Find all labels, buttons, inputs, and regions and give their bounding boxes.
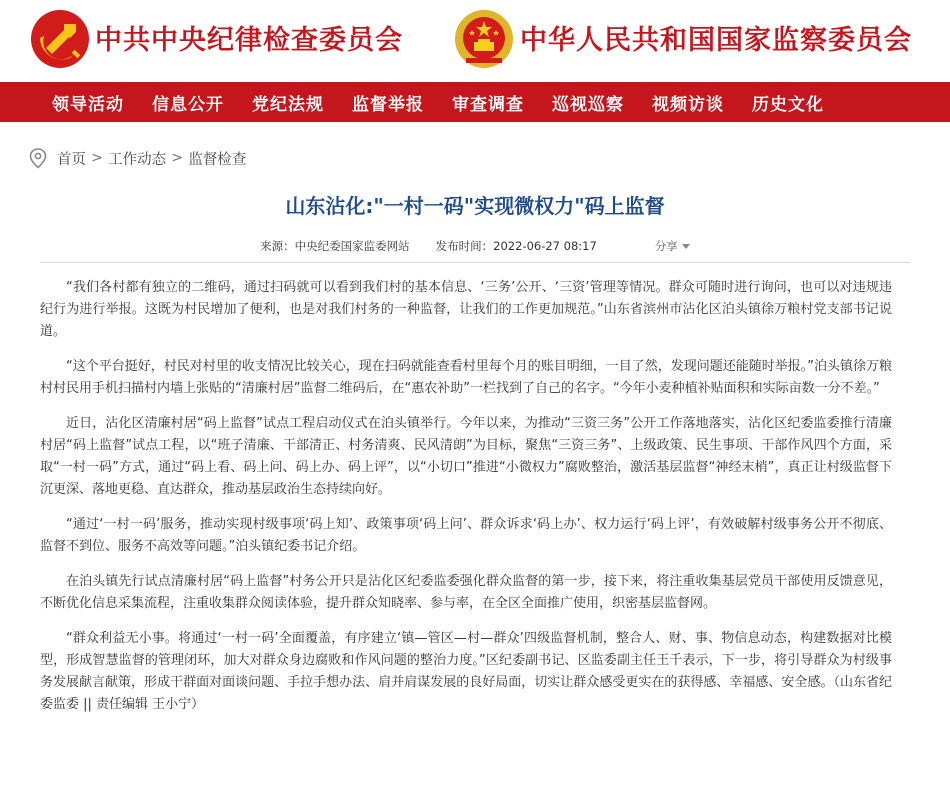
article-paragraph: 在泊头镇先行试点清廉村居“码上监督”村务公开只是沾化区纪委监委强化群众监督的第一步，接下来，将注重收集基层党员干部使用反馈意见，不断优化信息采集流程，注重收集群众阅读体验，提升群众知晓率、参与率，在全区全面推广使用，织密基层监督网。 [40, 574, 892, 611]
main-nav [0, 82, 950, 122]
share-button[interactable] [655, 238, 690, 254]
breadcrumb-work-news[interactable]: 工作动态 [108, 151, 167, 168]
nav-item-history[interactable]: 历史文化 [752, 94, 824, 115]
article-meta [0, 238, 950, 254]
article-title: 山东沾化:"一村一码"实现微权力"码上监督 [285, 194, 665, 218]
site-header [0, 0, 950, 82]
party-emblem-icon [28, 8, 92, 70]
share-label: 分享 [654, 239, 678, 253]
nav-item-report[interactable]: 监督举报 [352, 94, 424, 115]
breadcrumb-separator: > [171, 150, 184, 166]
nav-item-leadership[interactable]: 领导活动 [52, 94, 124, 115]
nav-item-info[interactable]: 信息公开 [152, 94, 224, 115]
article-paragraph: “我们各村都有独立的二维码，通过扫码就可以看到我们村的基本信息、‘三务’公开、‘三资’管理等情况。群众可随时进行询问，也可以对违规违纪行为进行举报。这既为村民增加了便利，也是对我们村务的一种监督，让我们的工作更加规范。”山东省滨州市沾化区泊头镇徐万粮村党支部书记说道。 [40, 280, 892, 339]
national-emblem-icon [452, 8, 516, 70]
article-paragraph: “群众利益无小事。将通过‘一村一码’全面覆盖，有序建立‘镇—管区—村—群众’四级监督机制，整合人、财、事、物信息动态，构建数据对比模型，形成智慧监督的管理闭环，加大对群众身边腐败和作风问题的整治力度。”区纪委副书记、区监委副主任王千表示，下一步，将引导群众为村级事务发展献言献策，形成干群面对面谈问题、手拉手想办法、肩并肩谋发展的良好局面，切实让群众感受更实在的获得感、幸福感、安全感。（山东省纪委监委 || 责任编辑 王小宁） [40, 631, 892, 712]
article-source: 来源：中央纪委国家监委网站 [260, 239, 410, 253]
breadcrumb-separator: > [91, 150, 104, 166]
article-time: 发布时间：2022-06-27 08:17 [435, 239, 597, 253]
article-paragraph: “通过‘一村一码’服务，推动实现村级事项‘码上知’、政策事项‘码上问’、群众诉求‘码上办’、权力运行‘码上评’，有效破解村级事务公开不彻底、监督不到位、服务不高效等问题。”泊头镇纪委书记介绍。 [40, 517, 892, 554]
divider [40, 262, 910, 263]
nav-item-regulations[interactable]: 党纪法规 [252, 94, 324, 115]
article-paragraph: “这个平台挺好，村民对村里的收支情况比较关心，现在扫码就能查看村里每个月的账目明细，一目了然，发现问题还能随时举报。”泊头镇徐万粮村村民用手机扫描村内墙上张贴的“清廉村居”监督二维码后，在“惠农补助”一栏找到了自己的名字。“今年小麦种植补贴面积和实际亩数一分不差。” [40, 359, 892, 396]
location-pin-icon [27, 147, 49, 169]
nav-item-investigation[interactable]: 审查调查 [452, 94, 524, 115]
article-body [40, 277, 892, 729]
nav-item-inspection[interactable]: 巡视巡察 [552, 94, 624, 115]
ccdi-title: 中共中央纪律检查委员会 [95, 25, 403, 56]
breadcrumb-supervision[interactable]: 监督检查 [188, 151, 247, 168]
chevron-down-icon [682, 244, 690, 249]
nav-item-video[interactable]: 视频访谈 [652, 94, 724, 115]
breadcrumb-home[interactable]: 首页 [57, 151, 86, 168]
article-paragraph: 近日，沾化区清廉村居“码上监督”试点工程启动仪式在泊头镇举行。今年以来，为推动“三资三务”公开工作落地落实，沾化区纪委监委推行清廉村居“码上监督”试点工程，以“班子清廉、干部清正、村务清爽、民风清朗”为目标，聚焦“三资三务”、上级政策、民生事项、干部作风四个方面，采取“一村一码”方式，通过“码上看、码上问、码上办、码上评”，以“小切口”推进“小微权力”腐败整治，激活基层监督“神经末梢”，真正让村级监督下沉更深、落地更稳、直达群众，推动基层政治生态持续向好。 [40, 416, 892, 497]
breadcrumb [27, 147, 246, 169]
nsc-title: 中华人民共和国国家监察委员会 [520, 25, 912, 56]
